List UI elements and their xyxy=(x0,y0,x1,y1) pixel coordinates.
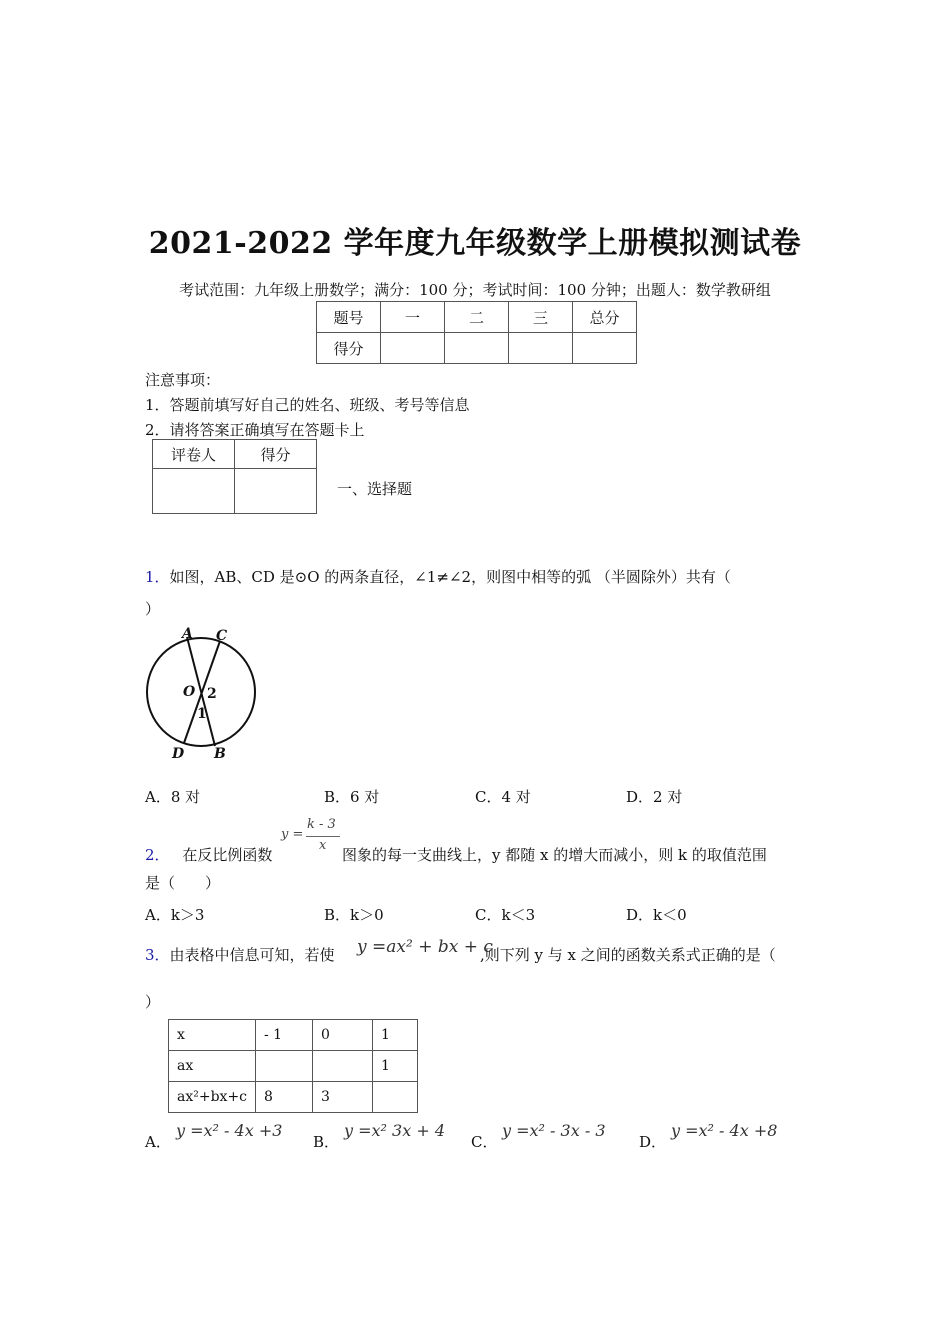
option-c: C．4 对 xyxy=(475,788,531,806)
question-1-text xyxy=(145,565,731,589)
score-table xyxy=(316,301,637,364)
question-number: 1． xyxy=(145,568,170,586)
option-b-formula: y =x² 3x + 4 xyxy=(344,1121,446,1140)
option-b: B．6 对 xyxy=(324,788,380,806)
table-cell: 3 xyxy=(313,1082,373,1113)
table-cell: ax xyxy=(169,1051,256,1082)
option-a: A． xyxy=(145,1133,171,1151)
score-cell xyxy=(573,333,637,364)
score-header-2: 二 xyxy=(445,302,509,333)
table-cell xyxy=(373,1082,418,1113)
table-row xyxy=(169,1051,418,1082)
score-header-3: 三 xyxy=(509,302,573,333)
grader-table xyxy=(152,439,317,514)
option-c-formula: y =x² - 3x - 3 xyxy=(502,1121,606,1140)
grader-score-header: 得分 xyxy=(235,440,317,469)
grader-cell xyxy=(235,469,317,514)
grader-header: 评卷人 xyxy=(153,440,235,469)
score-row-label: 得分 xyxy=(317,333,381,364)
score-cell xyxy=(381,333,445,364)
question-2-text xyxy=(145,843,272,867)
option-c: C．k＜3 xyxy=(475,906,536,924)
score-header-1: 一 xyxy=(381,302,445,333)
angle-1-label: 1 xyxy=(197,706,207,722)
page-title: 2021-2022 学年度九年级数学上册模拟测试卷 xyxy=(148,226,802,261)
grader-cell xyxy=(153,469,235,514)
option-b: B． xyxy=(313,1133,340,1151)
table-cell xyxy=(313,1051,373,1082)
question-3-cont: ） xyxy=(145,993,161,1011)
table-cell: - 1 xyxy=(256,1020,313,1051)
score-header-total: 总分 xyxy=(573,302,637,333)
formula-lhs: y = xyxy=(281,827,304,842)
question-number: 3． xyxy=(145,946,170,964)
table-row xyxy=(169,1020,418,1051)
table-row xyxy=(169,1082,418,1113)
question-3-lead: 由表格中信息可知，若使 xyxy=(169,946,335,964)
question-1-cont: ） xyxy=(145,600,161,618)
question-2-rest: 图象的每一支曲线上，y 都随 x 的增大而减小，则 k 的取值范围 xyxy=(342,846,767,864)
question-number: 2． xyxy=(145,846,170,864)
option-a: A．k＞3 xyxy=(145,906,205,924)
option-d: D．2 对 xyxy=(626,788,683,806)
score-cell xyxy=(509,333,573,364)
label-o: O xyxy=(183,684,196,700)
formula-denominator: x xyxy=(319,838,327,853)
option-d: D． xyxy=(639,1133,667,1151)
option-b: B．k＞0 xyxy=(324,906,384,924)
exam-info: 考试范围：九年级上册数学；满分：100 分；考试时间：100 分钟；出题人：数学教研组 xyxy=(179,281,771,299)
option-a-formula: y =x² - 4x +3 xyxy=(176,1121,283,1140)
section-title: 一、选择题 xyxy=(337,480,413,498)
table-cell xyxy=(256,1051,313,1082)
formula-numerator: k - 3 xyxy=(307,817,336,832)
score-cell xyxy=(445,333,509,364)
option-d: D．k＜0 xyxy=(626,906,687,924)
table-cell: 1 xyxy=(373,1020,418,1051)
table-cell: 1 xyxy=(373,1051,418,1082)
quadratic-formula: y =ax² + bx + c xyxy=(357,937,493,957)
table-cell: 0 xyxy=(313,1020,373,1051)
label-a: A xyxy=(182,626,193,642)
notes-item: 1．答题前填写好自己的姓名、班级、考号等信息 xyxy=(145,396,470,414)
angle-2-label: 2 xyxy=(207,686,217,702)
question-3-text xyxy=(145,943,335,967)
label-c: C xyxy=(216,628,228,644)
question-1-body: 如图，AB、CD 是⊙O 的两条直径，∠1≠∠2，则图中相等的弧 （半圆除外）共有（ xyxy=(169,568,731,586)
table-cell: ax²+bx+c xyxy=(169,1082,256,1113)
notes-heading: 注意事项： xyxy=(145,371,221,389)
question-2-lead: 在反比例函数 xyxy=(182,846,273,864)
notes xyxy=(145,368,470,443)
table-cell: 8 xyxy=(256,1082,313,1113)
notes-item: 2．请将答案正确填写在答题卡上 xyxy=(145,421,365,439)
question-3-rest: ,则下列 y 与 x 之间的函数关系式正确的是（ xyxy=(480,946,776,964)
fraction-bar xyxy=(306,836,340,837)
value-table xyxy=(168,1019,418,1113)
score-header-label: 题号 xyxy=(317,302,381,333)
option-a: A．8 对 xyxy=(145,788,201,806)
option-c: C． xyxy=(471,1133,498,1151)
table-cell: x xyxy=(169,1020,256,1051)
circle-diameters-figure xyxy=(140,622,270,764)
label-b: B xyxy=(214,746,226,762)
option-d-formula: y =x² - 4x +8 xyxy=(671,1121,778,1140)
question-2-cont: 是（ ） xyxy=(145,874,221,892)
label-d: D xyxy=(172,746,185,762)
